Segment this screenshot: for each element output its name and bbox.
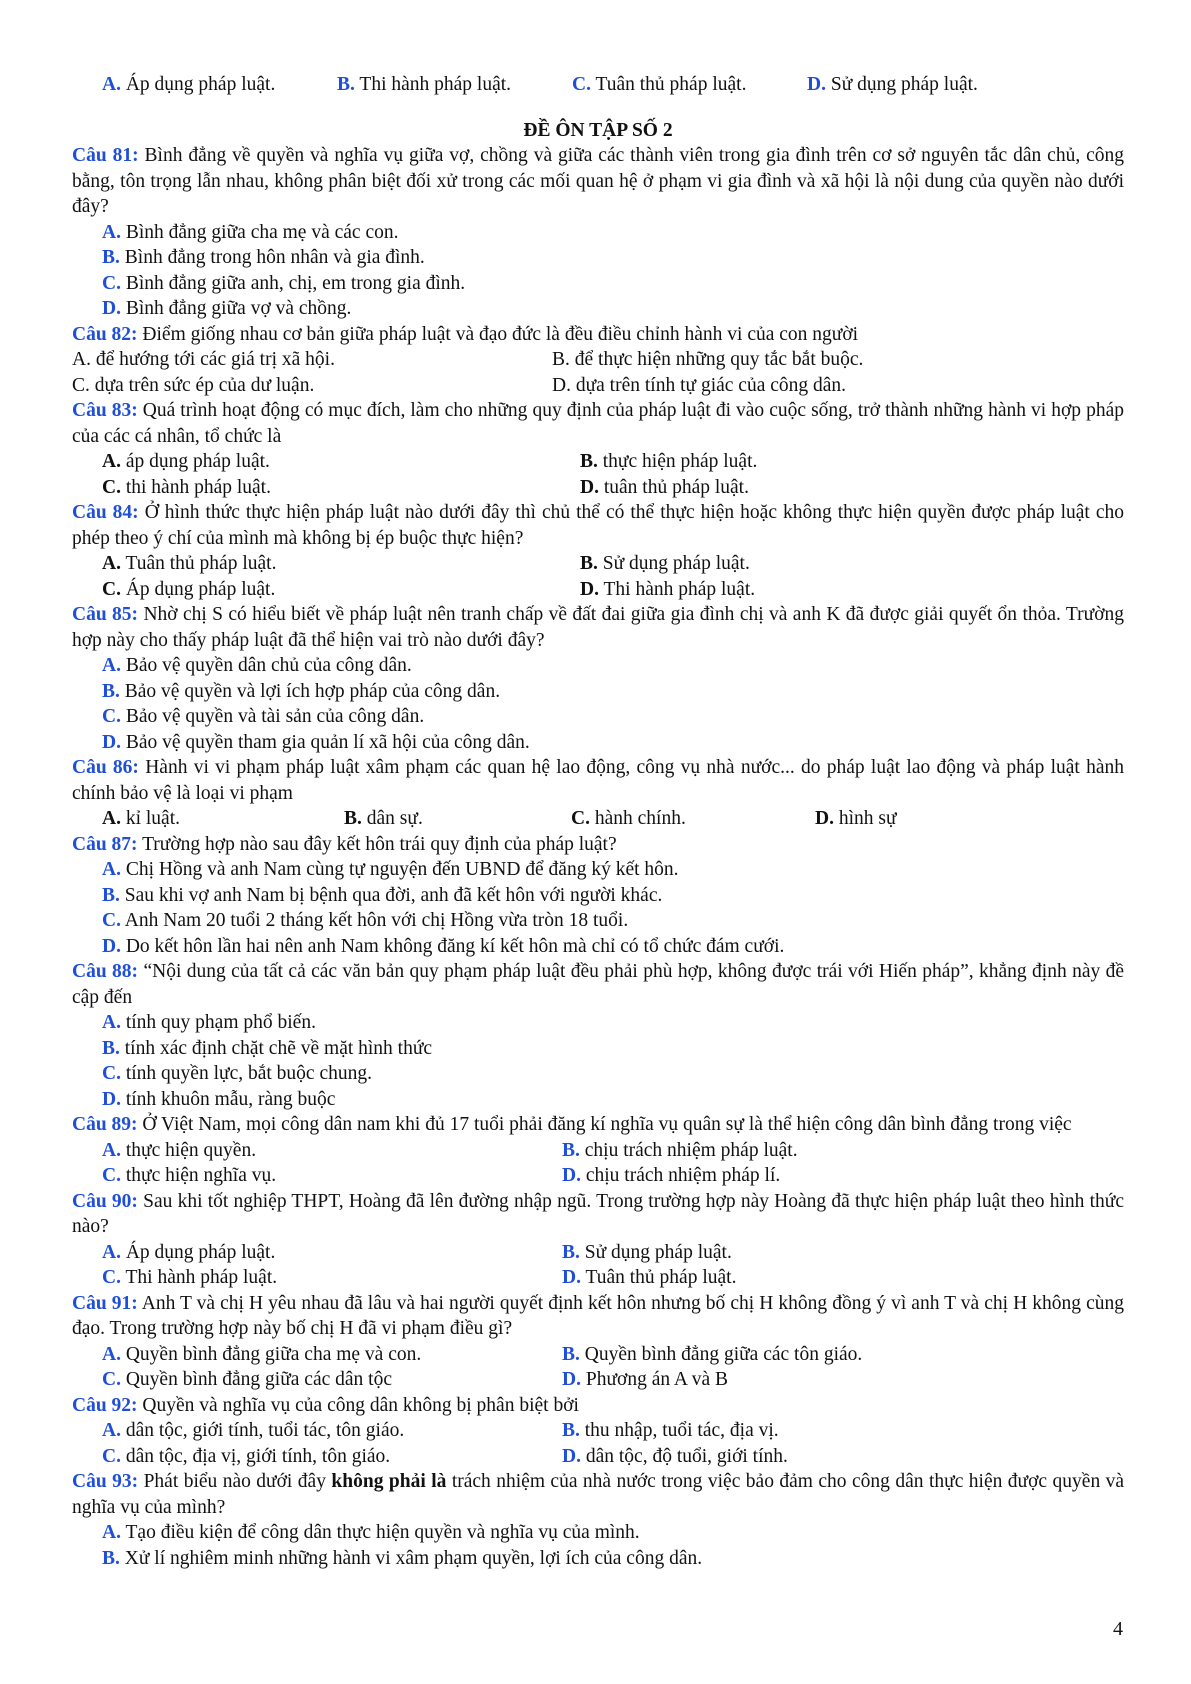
option-label: C. [102,578,121,600]
option-text: kỉ luật. [125,808,181,829]
options-91-row-2 [72,1367,1124,1393]
option-85-c [72,704,1124,730]
option-label: A. [102,808,121,829]
option-text: hành chính. [594,808,686,829]
option-89-d [562,1163,1124,1189]
option-88-b [72,1036,1124,1062]
option-label: C. [102,272,121,294]
option-label: B. [580,451,598,472]
exam-page [72,72,1124,1571]
option-90-d [562,1265,1124,1291]
option-90-a [72,1240,562,1266]
option-text: Bảo vệ quyền tham gia quản lí xã hội của công dân. [125,731,530,753]
question-number: Câu 84: [72,502,139,523]
option-86-d [815,806,897,832]
option-84-a [72,551,580,577]
option-92-c [72,1444,562,1470]
question-text: Bình đẳng về quyền và nghĩa vụ giữa vợ, chồng và giữa các thành viên trong gia đình trên cơ sở nguyên tắc dân chủ, công bằng, tôn trọng lẫn nhau, không phân biệt đối xử trong các mối quan hệ ở phạm vi gia đình và xã hội là nội dung của quyền nào dưới đây? [72,145,1125,217]
options-82-row-2 [72,373,1124,399]
options-92-row-1 [72,1418,1124,1444]
option-text: Bảo vệ quyền và tài sản của công dân. [125,706,425,727]
question-92 [72,1393,1124,1419]
option-text: Quyền bình đẳng giữa các tôn giáo. [584,1343,863,1365]
option-83-c [72,475,580,501]
option-89-a [72,1138,562,1164]
option-text: dân tộc, địa vị, giới tính, tôn giáo. [125,1445,391,1467]
option-label: D. [562,1267,581,1288]
option-text: Quyền bình đẳng giữa cha mẹ và con. [125,1343,422,1365]
option-text: Quyền bình đẳng giữa các dân tộc [125,1369,392,1390]
question-number: Câu 82: [72,323,138,345]
option-text: Bình đẳng giữa cha mẹ và các con. [125,221,399,243]
option-81-c [72,271,1124,297]
options-92-row-2 [72,1444,1124,1470]
question-84 [72,500,1124,551]
question-90 [72,1189,1124,1240]
options-83-row-2 [72,475,1124,501]
option-87-c [72,908,1124,934]
option-label: A. [102,859,121,880]
option-83-a [72,449,580,475]
option-text: Áp dụng pháp luật. [125,578,276,600]
option-label: B. [102,884,120,906]
option-92-d [562,1444,1124,1470]
page-number: 4 [1113,1617,1123,1640]
option-text: Chị Hồng và anh Nam cùng tự nguyện đến UBND để đăng ký kết hôn. [125,859,679,880]
option-label: D. [580,476,599,498]
option-label: D. [102,298,121,319]
option-label: C. [102,476,121,498]
question-text: Quá trình hoạt động có mục đích, làm cho những quy định của pháp luật đi vào cuộc sống, trở thành những hành vi hợp pháp của các cá nhân, tổ chức là [72,400,1125,447]
option-86-c [571,806,815,832]
option-text: Xử lí nghiêm minh những hành vi xâm phạm quyền, lợi ích của công dân. [124,1547,703,1569]
option-label: B. [562,1139,580,1161]
option-label: A. [102,1241,121,1263]
option-text: Tuân thủ pháp luật. [585,1267,737,1288]
option-label: A. [102,1012,121,1033]
option-81-a [72,220,1124,246]
question-emphasis: không phải là [331,1471,447,1492]
option-label: D. [102,935,121,957]
option-82-a: A. để hướng tới các giá trị xã hội. [72,349,335,370]
option-label: D. [580,578,599,600]
top-answer-b [337,72,572,98]
option-82-d: D. dựa trên tính tự giác của công dân. [552,374,847,396]
option-text: thực hiện pháp luật. [602,451,758,472]
question-number: Câu 88: [72,961,139,982]
question-text: Hành vi vi phạm pháp luật xâm phạm các quan hệ lao động, công vụ nhà nước... do pháp luật lao động và pháp luật hành chính bảo vệ là loại vi phạm [72,757,1125,804]
option-label: A. [102,1139,121,1161]
top-answer-a [102,72,337,98]
question-number: Câu 83: [72,400,138,421]
option-82-b: B. để thực hiện những quy tắc bắt buộc. [552,349,864,370]
option-label: D. [102,1088,121,1110]
question-text: Trường hợp nào sau đây kết hôn trái quy định của pháp luật? [142,833,617,855]
question-87 [72,832,1124,858]
question-81 [72,143,1124,220]
option-text: Sử dụng pháp luật. [584,1241,732,1263]
option-text: Bình đẳng trong hôn nhân và gia đình. [124,247,425,268]
option-text: Tuân thủ pháp luật. [595,74,747,95]
option-83-b [580,449,1124,475]
question-text: Ở hình thức thực hiện pháp luật nào dưới đây thì chủ thể có thể thực hiện hoặc không thực hiện quyền được pháp luật cho phép theo ý chí của mình mà không bị ép buộc thực hiện? [72,502,1125,549]
option-label: B. [580,553,598,574]
option-85-a [72,653,1124,679]
option-label: B. [337,74,355,95]
question-88 [72,959,1124,1010]
option-label: C. [572,74,591,95]
option-text: thi hành pháp luật. [125,476,271,498]
option-86-b [344,806,571,832]
option-label: D. [562,1165,581,1186]
option-label: A. [102,553,121,574]
question-text: trách nhiệm của nhà nước trong việc bảo đảm cho công dân thực hiện được quyền và nghĩa vụ của mình? [72,1471,1125,1518]
question-86 [72,755,1124,806]
option-text: Áp dụng pháp luật. [125,74,276,95]
question-91 [72,1291,1124,1342]
option-label: C. [571,808,590,829]
option-text: dân sự. [366,808,423,829]
question-number: Câu 87: [72,833,138,855]
option-84-b [580,551,1124,577]
options-84-row-1 [72,551,1124,577]
option-label: A. [102,221,121,243]
question-number: Câu 85: [72,604,139,625]
question-number: Câu 86: [72,757,139,778]
option-label: A. [102,1420,121,1441]
option-label: D. [562,1369,581,1390]
option-label: C. [102,1445,121,1467]
option-83-d [580,475,1124,501]
question-text: Nhờ chị S có hiểu biết về pháp luật nên tranh chấp về đất đai giữa gia đình chị và anh K đã được giải quyết ổn thỏa. Trường hợp này cho thấy pháp luật đã thể hiện vai trò nào dưới đây? [72,604,1125,651]
option-label: C. [102,1165,121,1186]
option-text: Tuân thủ pháp luật. [125,553,277,574]
option-91-b [562,1342,1124,1368]
option-label: A. [102,655,121,676]
option-91-a [72,1342,562,1368]
option-label: C. [102,910,121,931]
section-title: ĐỀ ÔN TẬP SỐ 2 [523,119,673,141]
option-81-d [72,296,1124,322]
option-text: dân tộc, giới tính, tuổi tác, tôn giáo. [125,1420,405,1441]
option-label: C. [102,1369,121,1390]
top-answer-c [572,72,807,98]
option-label: D. [562,1445,581,1467]
option-90-b [562,1240,1124,1266]
option-text: hình sự [838,808,897,829]
question-text: Sau khi tốt nghiệp THPT, Hoàng đã lên đường nhập ngũ. Trong trường hợp này Hoàng đã thực hiện pháp luật theo hình thức nào? [72,1190,1125,1237]
question-text: Phát biểu nào dưới đây [143,1471,326,1492]
option-text: Sau khi vợ anh Nam bị bệnh qua đời, anh đã kết hôn với người khác. [124,884,663,906]
option-label: B. [562,1241,580,1263]
option-label: A. [102,451,121,472]
option-label: A. [102,1522,121,1543]
question-text: “Nội dung của tất cả các văn bản quy phạm pháp luật đều phải phù hợp, không được trái với Hiến pháp”, khẳng định này đề cập đến [72,961,1125,1008]
option-text: tính quy phạm phổ biến. [125,1012,316,1033]
options-89-row-1 [72,1138,1124,1164]
option-label: C. [102,706,121,727]
question-text: Anh T và chị H yêu nhau đã lâu và hai người quyết định kết hôn nhưng bố chị H không đồng ý vì anh T và chị H không cùng đạo. Trong trường hợp này bố chị H đã vi phạm điều gì? [72,1292,1124,1339]
option-label: D. [807,74,826,95]
option-92-b [562,1418,1124,1444]
option-92-a [72,1418,562,1444]
options-84-row-2 [72,577,1124,603]
option-85-d [72,730,1124,756]
option-text: tính quyền lực, bắt buộc chung. [125,1063,372,1084]
option-text: tuân thủ pháp luật. [603,476,749,498]
option-text: chịu trách nhiệm pháp luật. [584,1139,798,1161]
top-answer-row [72,72,1124,98]
option-text: Thi hành pháp luật. [603,578,756,600]
question-93 [72,1469,1124,1520]
option-87-b [72,883,1124,909]
option-label: B. [102,247,120,268]
options-82-row-1 [72,347,1124,373]
option-text: tính xác định chặt chẽ về mặt hình thức [124,1037,433,1059]
question-82 [72,322,1124,348]
question-number: Câu 89: [72,1114,138,1135]
option-text: dân tộc, độ tuổi, giới tính. [585,1445,788,1467]
option-89-c [72,1163,562,1189]
question-number: Câu 81: [72,145,139,166]
question-number: Câu 90: [72,1190,138,1212]
option-91-c [72,1367,562,1393]
option-label: B. [562,1343,580,1365]
option-text: Sử dụng pháp luật. [830,74,978,95]
option-text: tính khuôn mẫu, ràng buộc [125,1088,336,1110]
option-label: C. [102,1267,121,1288]
option-82-c: C. dựa trên sức ép của dư luận. [72,374,315,396]
options-83-row-1 [72,449,1124,475]
option-text: Bình đẳng giữa vợ và chồng. [125,298,352,319]
option-text: Tạo điều kiện để công dân thực hiện quyền và nghĩa vụ của mình. [125,1522,640,1543]
options-91-row-1 [72,1342,1124,1368]
option-85-b [72,679,1124,705]
option-84-c [72,577,580,603]
option-text: Sử dụng pháp luật. [602,553,750,574]
options-90-row-2 [72,1265,1124,1291]
top-answer-d [807,72,978,98]
option-90-c [72,1265,562,1291]
question-number: Câu 91: [72,1292,138,1314]
option-88-c [72,1061,1124,1087]
options-90-row-1 [72,1240,1124,1266]
question-text: Điểm giống nhau cơ bản giữa pháp luật và đạo đức là đều điều chỉnh hành vi của con người [142,323,859,345]
question-number: Câu 92: [72,1394,138,1416]
question-text: Quyền và nghĩa vụ của công dân không bị phân biệt bởi [142,1394,579,1416]
option-91-d [562,1367,1124,1393]
question-85 [72,602,1124,653]
option-label: A. [102,1343,121,1365]
option-84-d [580,577,1124,603]
option-label: B. [102,1037,120,1059]
option-text: Anh Nam 20 tuổi 2 tháng kết hôn với chị Hồng vừa tròn 18 tuổi. [124,910,629,931]
option-87-d [72,934,1124,960]
option-text: thu nhập, tuổi tác, địa vị. [584,1420,779,1441]
options-89-row-2 [72,1163,1124,1189]
option-text: Bảo vệ quyền dân chủ của công dân. [125,655,412,676]
question-83 [72,398,1124,449]
option-text: thực hiện nghĩa vụ. [125,1165,277,1186]
option-label: D. [102,731,121,753]
option-88-d [72,1087,1124,1113]
options-86-row [72,806,1124,832]
option-label: C. [102,1063,121,1084]
option-93-b [72,1546,1124,1572]
option-text: Thi hành pháp luật. [125,1267,278,1288]
option-93-a [72,1520,1124,1546]
option-label: B. [344,808,362,829]
option-label: B. [102,680,120,702]
option-89-b [562,1138,1124,1164]
option-text: Bình đẳng giữa anh, chị, em trong gia đình. [125,272,466,294]
option-86-a [102,806,344,832]
option-text: Áp dụng pháp luật. [125,1241,276,1263]
option-text: Do kết hôn lần hai nên anh Nam không đăng kí kết hôn mà chỉ có tổ chức đám cưới. [125,935,785,957]
option-text: Thi hành pháp luật. [359,74,512,95]
question-number: Câu 93: [72,1471,139,1492]
option-label: B. [102,1547,120,1569]
option-text: áp dụng pháp luật. [125,451,270,472]
option-label: A. [102,74,121,95]
option-text: Phương án A và B [585,1369,729,1390]
question-text: Ở Việt Nam, mọi công dân nam khi đủ 17 tuổi phải đăng kí nghĩa vụ quân sự là thể hiện công dân bình đẳng trong việc [142,1114,1072,1135]
option-81-b [72,245,1124,271]
option-text: Bảo vệ quyền và lợi ích hợp pháp của công dân. [124,680,501,702]
option-88-a [72,1010,1124,1036]
option-text: chịu trách nhiệm pháp lí. [585,1165,781,1186]
option-text: thực hiện quyền. [125,1139,257,1161]
question-89 [72,1112,1124,1138]
option-label: D. [815,808,834,829]
option-87-a [72,857,1124,883]
option-label: B. [562,1420,580,1441]
